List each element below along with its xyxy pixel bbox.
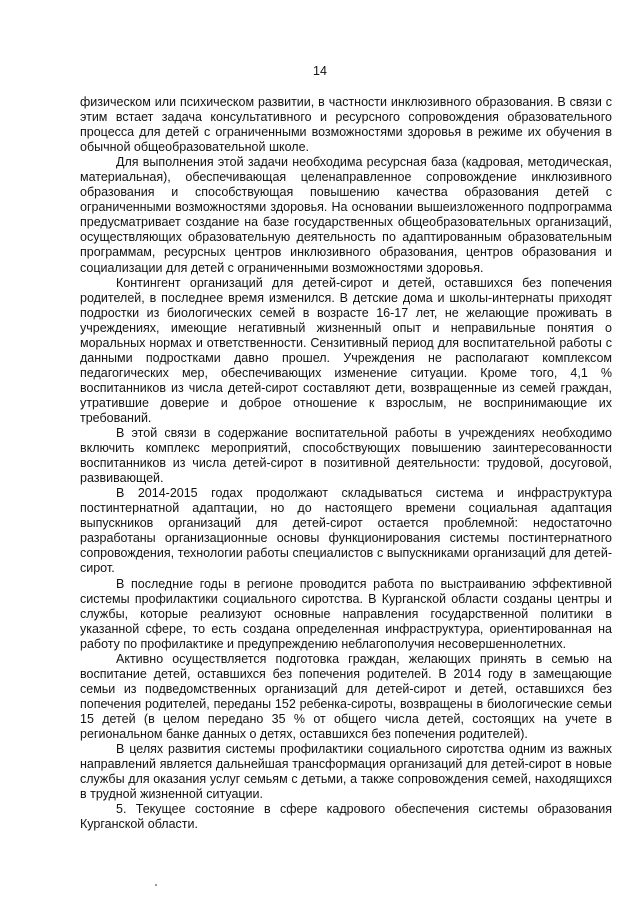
paragraph-upbringing-work: В этой связи в содержание воспитательной работы в учреждениях необходимо включить комплекс мероприятий, способствующих повышению заинтересованности воспитанников из числа детей-сирот в позитивной деятельности: трудовой, досуговой, развивающей.: [80, 426, 612, 486]
paragraph-post-residential-adaptation: В 2014-2015 годах продолжают складываться система и инфраструктура постинтернатной адаптации, но до настоящего времени социальная адаптация выпускников организаций для детей-сирот остается проблемной: недостаточно разработаны организационные основы функционирования системы постинтернатного сопровождения, технологии работы специалистов с выпускниками организаций для детей-сирот.: [80, 486, 612, 576]
document-body: [80, 95, 612, 832]
paragraph-resource-base: Для выполнения этой задачи необходима ресурсная база (кадровая, методическая, материальная), обеспечивающая целенаправленное сопровождение инклюзивного образования и способствующая повышению качества образования детей с ограниченными возможностями здоровья. На основании вышеизложенного подпрограмма предусматривает создание на базе государственных общеобразовательных организаций, осуществляющих образовательную деятельность по адаптированным образовательным программам, ресурсных центров инклюзивного образования, центров образования и социализации для детей с ограниченными возможностями здоровья.: [80, 155, 612, 275]
paragraph-orphan-contingent: Контингент организаций для детей-сирот и детей, оставшихся без попечения родителей, в последнее время изменился. В детские дома и школы-интернаты приходят подростки из биологических семей в возрасте 16-17 лет, не желающие проживать в учреждениях, имеющие негативный жизненный опыт и неправильные понятия о моральных нормах и ответственности. Сензитивный период для воспитательной работы с данными подростками давно прошел. Учреждения не располагают комплексом педагогических мер, обеспечивающих изменение ситуации. Кроме того, 4,1 % воспитанников из числа детей-сирот составляют дети, возвращенные из семей граждан, утратившие доверие и доброе отношение к взрослым, не воспринимающие их требований.: [80, 275, 612, 425]
paragraph-prevention-system: В последние годы в регионе проводится работа по выстраиванию эффективной системы профилактики социального сиротства. В Курганской области созданы центры и службы, которые реализуют основные направления государственной политики в указанной сфере, то есть создана определенная инфраструктура, ориентированная на работу по профилактике и предупреждению неблагополучия несовершеннолетних.: [80, 576, 612, 651]
paragraph-transformation: В целях развития системы профилактики социального сиротства одним из важных направлений является дальнейшая трансформация организаций для детей-сирот в новые службы для оказания услуг семьям с детьми, а также сопровождения семей, находящихся в трудной жизненной ситуации.: [80, 742, 612, 802]
scan-artifact-dot: [155, 884, 157, 886]
page-number: 14: [313, 64, 327, 78]
section-heading-staffing: 5. Текущее состояние в сфере кадрового обеспечения системы образования Курганской области.: [80, 802, 612, 832]
paragraph-inclusive-education: физическом или психическом развитии, в частности инклюзивного образования. В связи с этим встает задача консультативного и ресурсного сопровождения образовательного процесса для детей с ограниченными возможностями здоровья в режиме их обучения в обычной общеобразовательной школе.: [80, 95, 612, 155]
paragraph-foster-families: Активно осуществляется подготовка граждан, желающих принять в семью на воспитание детей, оставшихся без попечения родителей. В 2014 году в замещающие семьи из подведомственных организаций для детей-сирот и детей, оставшихся без попечения родителей, переданы 152 ребенка-сироты, возвращены в биологические семьи 15 детей (в целом передано 35 % от общего числа детей, состоящих на учете в региональном банке данных о детях, оставшихся без попечения родителей).: [80, 651, 612, 741]
